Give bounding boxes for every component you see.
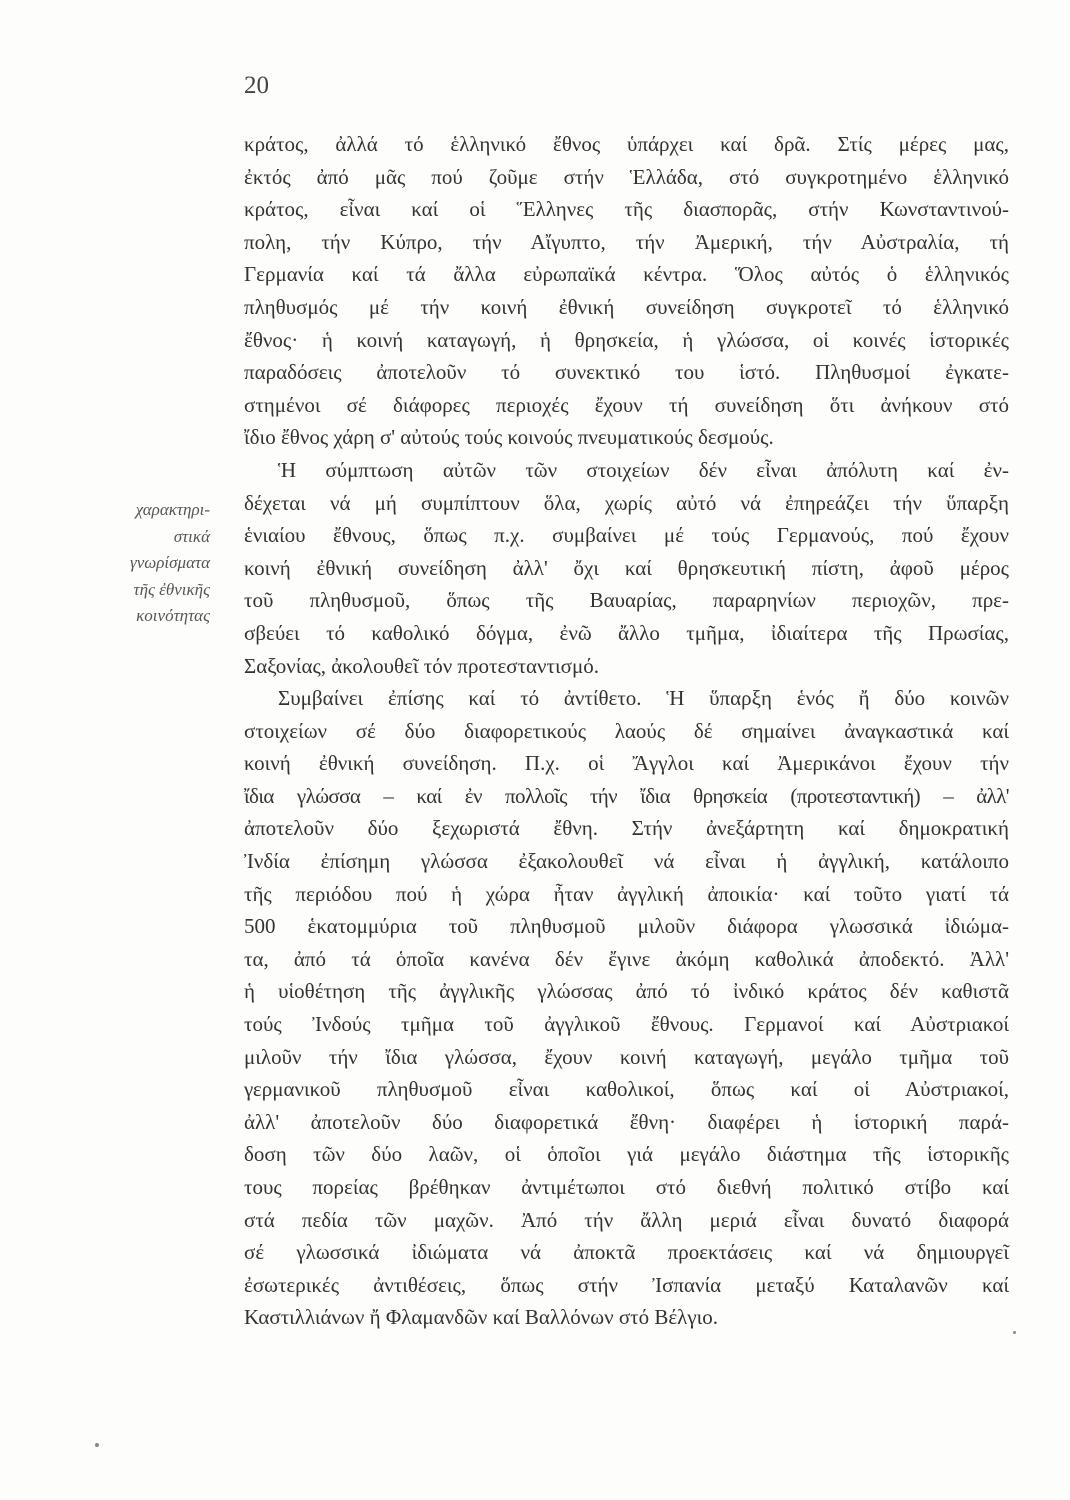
text-line: ἔθνος· ἡ κοινή καταγωγή, ἡ θρησκεία, ἡ γλώσσα, οἱ κοινές ἱστορικές <box>244 327 1009 352</box>
paragraph <box>244 454 1009 682</box>
scan-speck <box>1013 1331 1016 1334</box>
text-line: κοινή ἐθνική συνείδηση. Π.χ. οἱ Ἄγγλοι καί Ἀμερικάνοι ἔχουν τήν <box>244 751 1009 776</box>
text-line: μιλοῦν τήν ἴδια γλώσσα, ἔχουν κοινή καταγωγή, μεγάλο τμῆμα τοῦ <box>244 1044 1009 1069</box>
text-line: πολη, τήν Κύπρο, τήν Αἴγυπτο, τήν Ἀμερική, τήν Αὐστραλία, τή <box>244 229 1009 254</box>
text-line: τα, ἀπό τά ὁποῖα κανένα δέν ἔγινε ἀκόμη καθολικά ἀποδεκτό. Ἀλλ' <box>244 946 1009 971</box>
marginal-note <box>60 497 210 630</box>
text-line: τῆς περιόδου πού ἡ χώρα ἦταν ἀγγλική ἀποικία· καί τοῦτο γιατί τά <box>244 881 1009 906</box>
text-line: κοινή ἐθνική συνείδηση ἀλλ' ὄχι καί θρησκευτική πίστη, ἀφοῦ μέρος <box>244 555 1009 580</box>
text-line: στά πεδία τῶν μαχῶν. Ἀπό τήν ἄλλη μεριά εἶναι δυνατό διαφορά <box>244 1207 1009 1232</box>
text-line: δέχεται νά μή συμπίπτουν ὅλα, χωρίς αὐτό νά ἐπηρεάζει τήν ὕπαρξη <box>244 490 1009 515</box>
marginal-note-line: χαρακτηρι- <box>135 500 210 519</box>
text-line: τούς Ἰνδούς τμῆμα τοῦ ἀγγλικοῦ ἔθνους. Γερμανοί καί Αὐστριακοί <box>244 1012 1009 1037</box>
text-line: ἀλλ' ἀποτελοῦν δύο διαφορετικά ἔθνη· διαφέρει ἡ ἱστορική παρά- <box>244 1109 1009 1134</box>
text-line: τους πορείας βρέθηκαν ἀντιμέτωποι στό διεθνή πολιτικό στίβο καί <box>244 1175 1009 1199</box>
text-line: στοιχείων σέ δύο διαφορετικούς λαούς δέ σημαίνει ἀναγκαστικά καί <box>244 718 1009 743</box>
text-line: στημένοι σέ διάφορες περιοχές ἔχουν τή συνείδηση ὅτι ἀνήκουν στό <box>244 392 1009 417</box>
paragraph <box>244 682 1009 1334</box>
text-line: Γερμανία καί τά ἄλλα εὐρωπαϊκά κέντρα. Ὅλος αὐτός ὁ ἑλληνικός <box>244 262 1009 287</box>
text-line: πληθυσμός μέ τήν κοινή ἐθνική συνείδηση συγκροτεῖ τό ἑλληνικό <box>244 294 1009 319</box>
text-line: κράτος, εἶναι καί οἱ Ἕλληνες τῆς διασπορᾶς, στήν Κωνσταντινού- <box>244 197 1009 222</box>
page-number: 20 <box>244 72 269 99</box>
text-line: 500 ἑκατομμύρια τοῦ πληθυσμοῦ μιλοῦν διάφορα γλωσσικά ἰδιώμα- <box>244 914 1009 939</box>
text-line: ἡ υἱοθέτηση τῆς ἀγγλικῆς γλώσσας ἀπό τό ἰνδικό κράτος δέν καθιστᾶ <box>244 979 1009 1004</box>
text-line: ἐκτός ἀπό μᾶς πού ζοῦμε στήν Ἑλλάδα, στό συγκροτημένο ἑλληνικό <box>244 164 1009 189</box>
text-line: σβεύει τό καθολικό δόγμα, ἐνῶ ἄλλο τμῆμα, ἰδιαίτερα τῆς Πρωσίας, <box>244 620 1009 645</box>
text-line: τοῦ πληθυσμοῦ, ὅπως τῆς Βαυαρίας, παραρηνίων περιοχῶν, πρε- <box>244 588 1009 613</box>
text-line: Καστιλλιάνων ἤ Φλαμανδῶν καί Βαλλόνων στό Βέλγιο. <box>244 1305 719 1330</box>
marginal-note-line: γνωρίσματα <box>130 553 210 572</box>
text-line: Συμβαίνει ἐπίσης καί τό ἀντίθετο. Ἡ ὕπαρξη ἑνός ἤ δύο κοινῶν <box>278 686 1009 711</box>
text-line: ἴδιο ἔθνος χάρη σ' αὐτούς τούς κοινούς πνευματικούς δεσμούς. <box>244 425 774 450</box>
text-line: ἴδια γλώσσα – καί ἐν πολλοῖς τήν ἴδια θρησκεία (προτεσταντική) – ἀλλ' <box>244 783 1009 808</box>
text-line: ἐσωτερικές ἀντιθέσεις, ὅπως στήν Ἰσπανία μεταξύ Καταλανῶν καί <box>244 1272 1009 1297</box>
text-line: σέ γλωσσικά ἰδιώματα νά ἀποκτᾶ προεκτάσεις καί νά δημιουργεῖ <box>244 1240 1009 1265</box>
text-line: γερμανικοῦ πληθυσμοῦ εἶναι καθολικοί, ὅπως καί οἱ Αὐστριακοί, <box>244 1077 1009 1102</box>
text-line: Ἰνδία ἐπίσημη γλώσσα ἐξακολουθεῖ νά εἶναι ἡ ἀγγλική, κατάλοιπο <box>244 849 1009 874</box>
text-line: κράτος, ἀλλά τό ἑλληνικό ἔθνος ὑπάρχει καί δρᾶ. Στίς μέρες μας, <box>244 132 1009 156</box>
paragraph <box>244 128 1009 454</box>
body-text <box>244 128 1009 1334</box>
text-line: παραδόσεις ἀποτελοῦν τό συνεκτικό του ἱστό. Πληθυσμοί ἐγκατε- <box>244 360 1009 385</box>
marginal-note-line: κοινότητας <box>136 606 210 625</box>
text-line: ἑνιαίου ἔθνους, ὅπως π.χ. συμβαίνει μέ τούς Γερμανούς, πού ἔχουν <box>244 523 1009 548</box>
text-line: ἀποτελοῦν δύο ξεχωριστά ἔθνη. Στήν ἀνεξάρτητη καί δημοκρατική <box>244 816 1009 841</box>
marginal-note-line: στικά <box>173 526 210 546</box>
text-line: Ἡ σύμπτωση αὐτῶν τῶν στοιχείων δέν εἶναι ἀπόλυτη καί ἐν- <box>278 457 1009 482</box>
scan-speck <box>95 1443 99 1447</box>
text-line: Σαξονίας, ἀκολουθεῖ τόν προτεσταντισμό. <box>244 653 599 678</box>
text-line: δοση τῶν δύο λαῶν, οἱ ὁποῖοι γιά μεγάλο διάστημα τῆς ἱστορικῆς <box>244 1142 1009 1167</box>
marginal-note-line: τῆς ἐθνικῆς <box>133 579 210 599</box>
